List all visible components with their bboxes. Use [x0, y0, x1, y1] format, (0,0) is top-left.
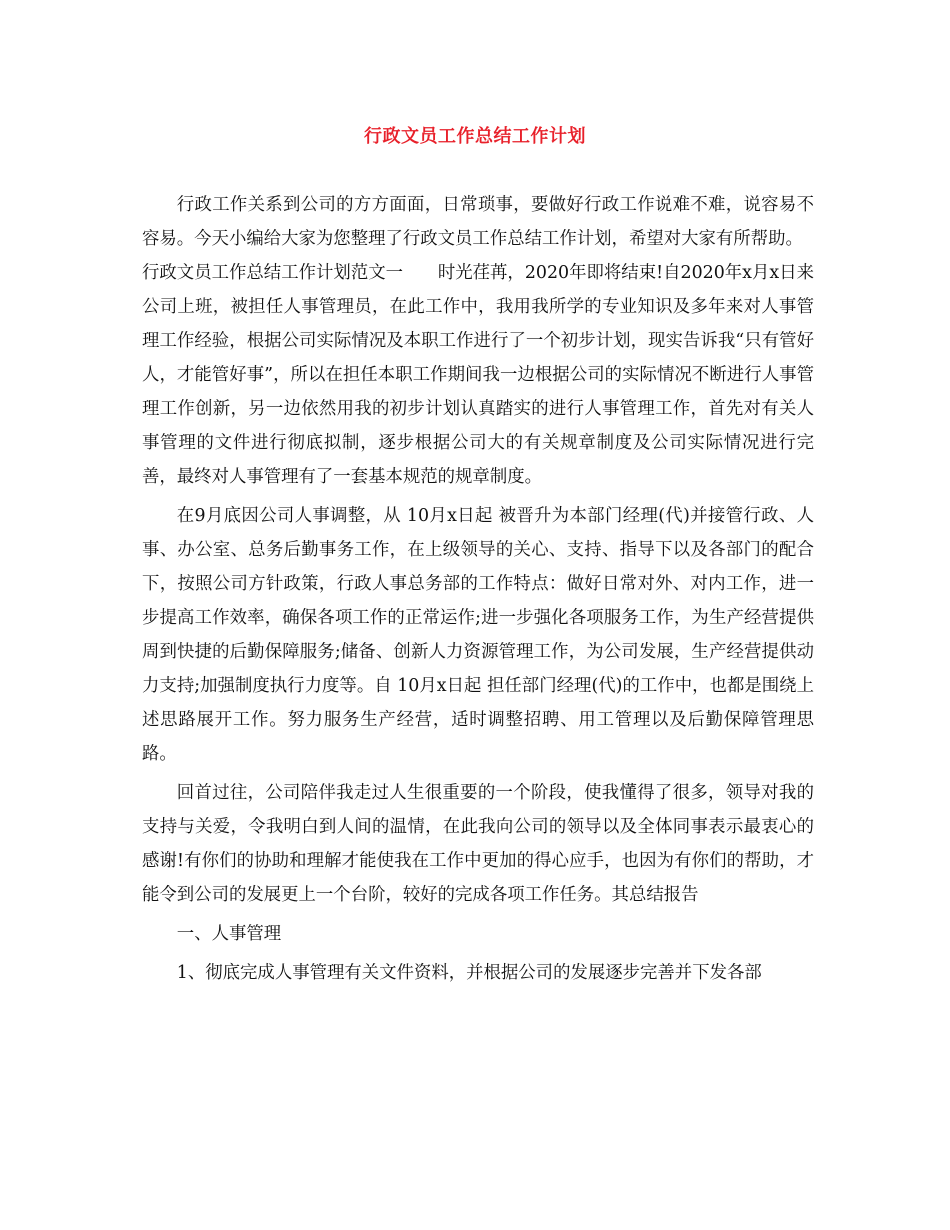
section-heading-hr: 一、人事管理: [176, 924, 282, 944]
paragraph-item-one: 1、彻底完成人事管理有关文件资料，并根据公司的发展逐步完善并下发各部: [176, 963, 762, 983]
paragraph-sample-one: 行政文员工作总结工作计划范文一 时光荏苒，2020年即将结束!自2020年x月x日来公司上班，被担任人事管理员，在此工作中，我用我所学的专业知识及多年来对人事管理工作经验，根据公司实际情况及本职工作进行了一个初步计划，现实告诉我“只有管好人，才能管好事”，所以在担任本职工作期间我一边根据公司的实际情况不断进行人事管理工作创新，另一边依然用我的初步计划认真踏实的进行人事管理工作，首先对有关人事管理的文件进行彻底拟制，逐步根据公司大的有关规章制度及公司实际情况进行完善，最终对人事管理有了一套基本规范的规章制度。: [142, 263, 814, 487]
document-body: [142, 188, 814, 990]
paragraph-promotion: 在9月底因公司人事调整，从 10月x日起 被晋升为本部门经理(代)并接管行政、人事、办公室、总务后勤事务工作，在上级领导的关心、支持、指导下以及各部门的配合下，按照公司方针政策，行政人事总务部的工作特点：做好日常对外、对内工作，进一步提高工作效率，确保各项工作的正常运作;进一步强化各项服务工作，为生产经营提供周到快捷的后勤保障服务;储备、创新人力资源管理工作，为公司发展，生产经营提供动力支持;加强制度执行力度等。自 10月x日起 担任部门经理(代)的工作中，也都是围绕上述思路展开工作。努力服务生产经营，适时调整招聘、用工管理以及后勤保障管理思路。: [142, 506, 814, 764]
document-title: 行政文员工作总结工作计划: [364, 126, 586, 147]
paragraph-gratitude: 回首过往，公司陪伴我走过人生很重要的一个阶段，使我懂得了很多，领导对我的支持与关爱，令我明白到人间的温情，在此我向公司的领导以及全体同事表示最衷心的感谢!有你们的协助和理解才能使我在工作中更加的得心应手，也因为有你们的帮助，才能令到公司的发展更上一个台阶，较好的完成各项工作任务。其总结报告: [142, 783, 814, 905]
paragraph-intro: 行政工作关系到公司的方方面面，日常琐事，要做好行政工作说难不难，说容易不容易。今天小编给大家为您整理了行政文员工作总结工作计划，希望对大家有所帮助。: [142, 195, 814, 249]
